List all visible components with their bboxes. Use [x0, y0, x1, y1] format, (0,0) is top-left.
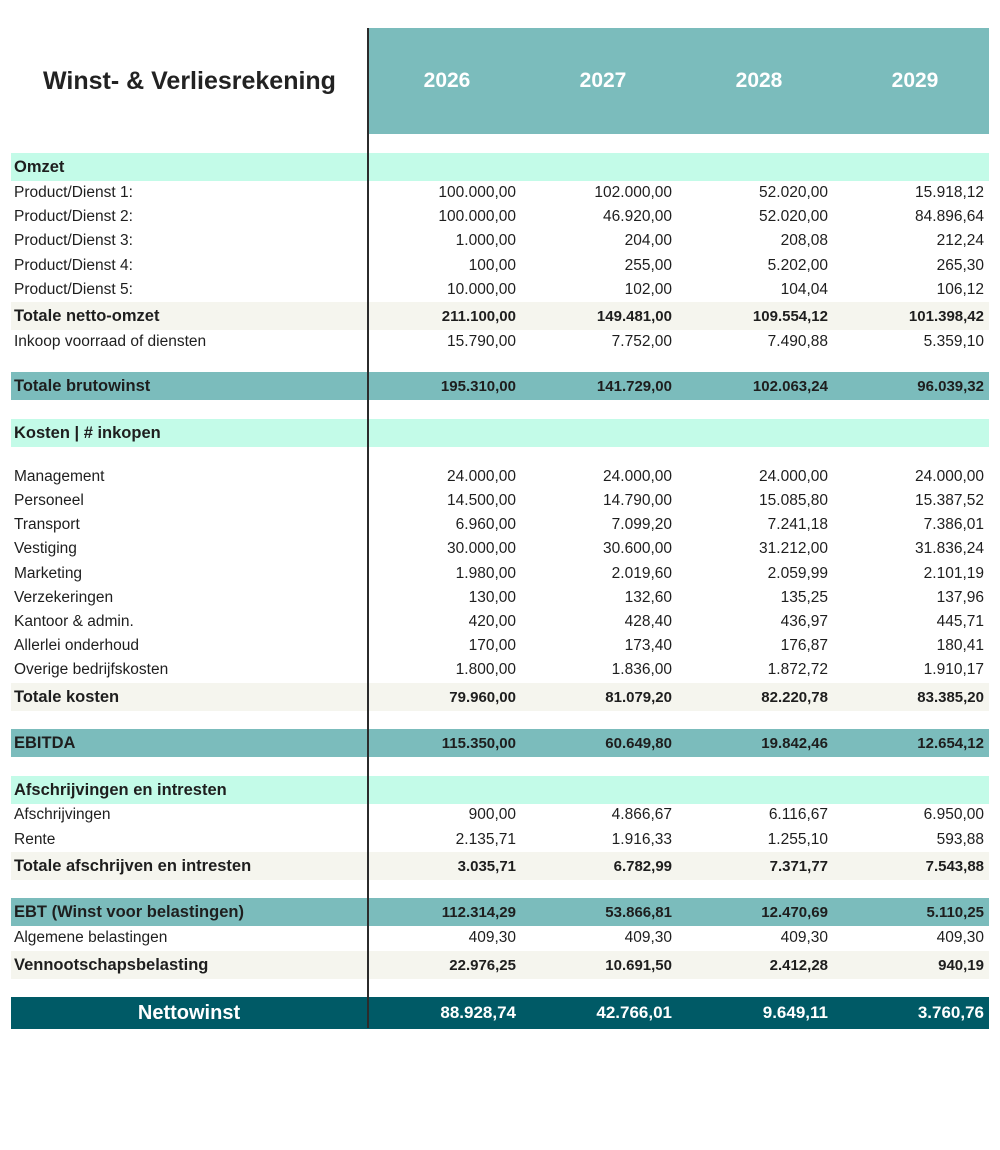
cost-row — [11, 586, 989, 610]
value-2028: 2.412,28 — [769, 956, 828, 974]
value-2027: 141.729,00 — [596, 377, 672, 395]
row-label: Omzet — [14, 157, 65, 176]
value-2027: 255,00 — [624, 257, 672, 274]
value-2028: 15.085,80 — [759, 492, 828, 509]
value-2027: 7.099,20 — [611, 516, 672, 533]
row-label: Algemene belastingen — [14, 929, 168, 946]
value-2027: 409,30 — [624, 929, 672, 946]
value-2028: 102.063,24 — [752, 377, 828, 395]
revenue-row — [11, 181, 989, 205]
value-2028: 7.241,18 — [767, 516, 828, 533]
value-2026: 100.000,00 — [438, 184, 516, 201]
value-2027: 428,40 — [624, 613, 672, 630]
value-2027: 2.019,60 — [611, 565, 672, 582]
net-profit-row — [11, 997, 989, 1029]
value-2028: 1.872,72 — [767, 661, 828, 678]
value-2026: 14.500,00 — [447, 492, 516, 509]
section-heading-depreciation — [11, 776, 989, 804]
value-2028: 82.220,78 — [761, 688, 828, 706]
row-label: Inkoop voorraad of diensten — [14, 333, 207, 350]
row-label: Totale kosten — [14, 687, 120, 706]
ebitda-row — [11, 729, 989, 757]
value-2026: 3.035,71 — [457, 857, 516, 875]
value-2027: 42.766,01 — [596, 1003, 672, 1022]
value-2027: 30.600,00 — [603, 540, 672, 557]
value-2028: 12.470,69 — [761, 903, 828, 921]
value-2026: 2.135,71 — [455, 831, 516, 848]
value-2027: 173,40 — [624, 637, 672, 654]
value-2029: 445,71 — [936, 613, 984, 630]
value-2027: 149.481,00 — [596, 307, 672, 325]
value-2028: 31.212,00 — [759, 540, 828, 557]
value-2029: 7.543,88 — [925, 857, 984, 875]
row-label: Product/Dienst 3: — [14, 232, 133, 249]
value-2028: 6.116,67 — [768, 806, 828, 823]
ebt-row — [11, 898, 989, 926]
value-2028: 19.842,46 — [761, 734, 828, 752]
value-2026: 100,00 — [468, 257, 516, 274]
section-heading-omzet — [11, 153, 989, 181]
row-label: Verzekeringen — [14, 589, 114, 606]
value-2028: 135,25 — [780, 589, 828, 606]
value-2026: 1.800,00 — [455, 661, 516, 678]
row-label: Marketing — [14, 565, 83, 582]
value-2029: 7.386,01 — [923, 516, 984, 533]
total-costs-row — [11, 683, 989, 711]
row-label: Afschrijvingen — [14, 806, 111, 823]
row-label: Allerlei onderhoud — [14, 637, 139, 654]
row-label: Product/Dienst 2: — [14, 208, 133, 225]
value-2027: 4.866,67 — [611, 806, 672, 823]
cost-row — [11, 513, 989, 537]
value-2027: 102,00 — [624, 281, 672, 298]
corporate-tax-row — [11, 951, 989, 979]
value-2028: 109.554,12 — [752, 307, 828, 325]
value-2026: 170,00 — [468, 637, 516, 654]
value-2026: 211.100,00 — [441, 307, 516, 325]
depreciation-row — [11, 803, 989, 827]
value-2027: 53.866,81 — [605, 903, 672, 921]
row-label: EBT (Winst voor belastingen) — [14, 902, 244, 921]
value-2026: 1.000,00 — [455, 232, 516, 249]
value-2029: 180,41 — [936, 637, 984, 654]
value-2029: 137,96 — [936, 589, 984, 606]
cost-row — [11, 562, 989, 586]
value-2026: 420,00 — [468, 613, 516, 630]
value-2029: 15.918,12 — [915, 184, 984, 201]
value-2026: 24.000,00 — [447, 468, 516, 485]
value-2029: 940,19 — [938, 956, 984, 974]
value-2026: 409,30 — [468, 929, 516, 946]
value-2028: 7.490,88 — [767, 333, 828, 350]
row-label: Totale netto-omzet — [14, 306, 160, 325]
cost-row — [11, 634, 989, 658]
value-2026: 115.350,00 — [441, 734, 516, 752]
value-2026: 79.960,00 — [449, 688, 516, 706]
row-label: EBITDA — [14, 733, 76, 752]
value-2028: 1.255,10 — [767, 831, 828, 848]
value-2027: 24.000,00 — [603, 468, 672, 485]
general-taxes-row — [11, 926, 989, 950]
value-2026: 130,00 — [468, 589, 516, 606]
column-divider — [367, 28, 369, 1028]
value-2027: 7.752,00 — [611, 333, 672, 350]
row-label: Product/Dienst 4: — [14, 257, 133, 274]
value-2028: 24.000,00 — [759, 468, 828, 485]
row-label: Vestiging — [14, 540, 77, 557]
value-2028: 409,30 — [780, 929, 828, 946]
value-2029: 31.836,24 — [915, 540, 984, 557]
year-header-2028: 2028 — [735, 69, 783, 92]
value-2028: 208,08 — [780, 232, 828, 249]
value-2026: 900,00 — [468, 806, 516, 823]
value-2029: 409,30 — [936, 929, 984, 946]
value-2029: 1.910,17 — [923, 661, 984, 678]
value-2029: 15.387,52 — [915, 492, 984, 509]
value-2028: 2.059,99 — [767, 565, 828, 582]
value-2027: 14.790,00 — [603, 492, 672, 509]
total-net-revenue-row — [11, 302, 989, 330]
value-2026: 22.976,25 — [449, 956, 516, 974]
row-label: Kantoor & admin. — [14, 613, 134, 630]
value-2029: 6.950,00 — [923, 806, 984, 823]
total-depreciation-interest-row — [11, 852, 989, 880]
row-label: Afschrijvingen en intresten — [14, 780, 227, 799]
gross-profit-row — [11, 372, 989, 400]
value-2028: 436,97 — [780, 613, 828, 630]
value-2026: 15.790,00 — [447, 333, 516, 350]
value-2027: 60.649,80 — [605, 734, 672, 752]
row-label: Transport — [14, 516, 80, 533]
row-label: Totale brutowinst — [14, 376, 151, 395]
row-label: Management — [14, 468, 105, 485]
cost-row — [11, 465, 989, 489]
row-label: Personeel — [14, 492, 84, 509]
value-2028: 104,04 — [780, 281, 828, 298]
row-label: Product/Dienst 5: — [14, 281, 133, 298]
revenue-row — [11, 229, 989, 253]
value-2027: 204,00 — [624, 232, 672, 249]
value-2026: 195.310,00 — [440, 377, 516, 395]
value-2026: 30.000,00 — [447, 540, 516, 557]
interest-row — [11, 828, 989, 852]
value-2026: 1.980,00 — [455, 565, 516, 582]
value-2028: 176,87 — [780, 637, 828, 654]
value-2027: 81.079,20 — [605, 688, 672, 706]
row-label: Kosten | # inkopen — [14, 423, 161, 442]
value-2029: 5.359,10 — [923, 333, 984, 350]
value-2028: 7.371,77 — [769, 857, 828, 875]
value-2027: 46.920,00 — [603, 208, 672, 225]
value-2026: 100.000,00 — [438, 208, 516, 225]
value-2026: 10.000,00 — [447, 281, 516, 298]
year-header-2029: 2029 — [891, 69, 939, 92]
revenue-row — [11, 205, 989, 229]
cost-row — [11, 658, 989, 682]
value-2029: 3.760,76 — [917, 1003, 984, 1022]
value-2027: 1.836,00 — [611, 661, 672, 678]
row-label: Totale afschrijven en intresten — [14, 856, 252, 875]
value-2027: 132,60 — [624, 589, 672, 606]
value-2026: 6.960,00 — [455, 516, 516, 533]
value-2029: 24.000,00 — [915, 468, 984, 485]
section-heading-costs — [11, 419, 989, 447]
value-2028: 52.020,00 — [759, 208, 828, 225]
row-label: Overige bedrijfskosten — [14, 661, 169, 678]
value-2027: 10.691,50 — [605, 956, 672, 974]
value-2029: 2.101,19 — [923, 565, 984, 582]
cost-row — [11, 537, 989, 561]
purchases-row — [11, 330, 989, 354]
value-2027: 1.916,33 — [611, 831, 672, 848]
row-label: Rente — [14, 831, 56, 848]
row-label: Vennootschapsbelasting — [14, 955, 209, 974]
value-2029: 5.110,25 — [926, 903, 984, 921]
cost-row — [11, 610, 989, 634]
row-label: Nettowinst — [137, 1001, 241, 1024]
value-2028: 5.202,00 — [767, 257, 828, 274]
value-2029: 265,30 — [936, 257, 984, 274]
cost-row — [11, 489, 989, 513]
page-title: Winst- & Verliesrekening — [43, 66, 336, 95]
value-2029: 96.039,32 — [917, 377, 984, 395]
value-2026: 88.928,74 — [440, 1003, 516, 1022]
row-label: Product/Dienst 1: — [14, 184, 133, 201]
revenue-row — [11, 278, 989, 302]
revenue-row — [11, 254, 989, 278]
value-2028: 52.020,00 — [759, 184, 828, 201]
year-header-2027: 2027 — [579, 69, 627, 92]
year-header-2026: 2026 — [423, 69, 471, 92]
value-2029: 12.654,12 — [917, 734, 984, 752]
value-2029: 212,24 — [936, 232, 984, 249]
value-2027: 102.000,00 — [594, 184, 672, 201]
value-2026: 112.314,29 — [441, 903, 516, 921]
value-2029: 84.896,64 — [915, 208, 984, 225]
value-2029: 106,12 — [936, 281, 984, 298]
value-2029: 83.385,20 — [917, 688, 984, 706]
value-2027: 6.782,99 — [613, 857, 672, 875]
value-2029: 101.398,42 — [908, 307, 984, 325]
value-2028: 9.649,11 — [762, 1003, 828, 1022]
value-2029: 593,88 — [936, 831, 984, 848]
